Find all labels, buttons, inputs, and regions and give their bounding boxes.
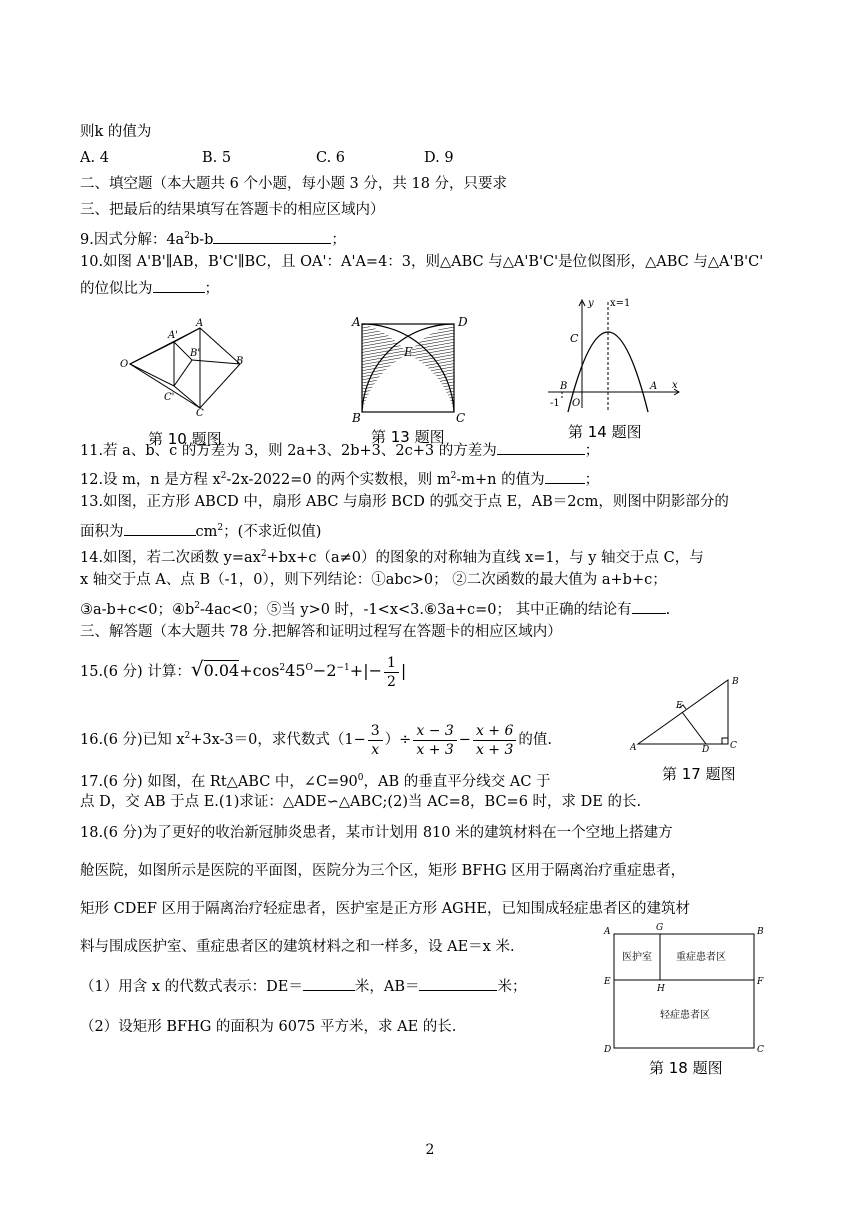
fraction-3: $\frac{x + 6}{x + 3}$: [473, 722, 516, 759]
label-b-prime: B': [190, 348, 201, 359]
label-d: D: [458, 315, 468, 329]
label-e: E: [604, 977, 611, 987]
label-d: D: [604, 1045, 612, 1055]
caption-fig18: 第 18 题图: [649, 1059, 723, 1077]
label-a: A: [604, 927, 611, 937]
label-axis: x=1: [610, 298, 631, 309]
label-c: C: [570, 332, 579, 345]
answer-blank: [632, 599, 666, 614]
question-8-options: [80, 148, 454, 168]
label-c: C: [196, 408, 204, 418]
option-d: D. 9: [424, 150, 454, 166]
answer-blank: [213, 229, 331, 244]
label-d: D: [702, 745, 710, 754]
label-e: E: [404, 345, 413, 359]
label-severe-ward: 重症患者区: [676, 952, 726, 963]
question-13: 13.如图，正方形 ABCD 中，扇形 ABC 与扇形 BCD 的弧交于点 E，AB＝2cm，则图中阴影部分的: [80, 494, 729, 510]
label-o: O: [572, 398, 581, 409]
label-c-prime: C': [164, 392, 175, 403]
label-o: O: [120, 359, 129, 370]
answer-blank: [419, 976, 497, 991]
question-14: 14.如图，若二次函数 $y=ax^2+bx+c(a\ne 0)$的图象的对称轴为直线 x=1，与 y 轴交于点 C，与: [80, 549, 704, 566]
figure-18: [600, 920, 770, 1056]
answer-blank: [303, 976, 355, 991]
option-b: B. 5: [202, 150, 232, 166]
label-medical-room: 医护室: [622, 952, 652, 963]
question-15: 15.(6 分) 计算：$√0.04+\cos^245^O-2^{-1}+|-$ $\frac{1}{2}$ |: [80, 654, 407, 690]
section-2-heading: 二、填空题（本大题共 6 个小题，每小题 3 分，共 18 分，只要求: [80, 176, 508, 192]
label-mild-ward: 轻症患者区: [660, 1010, 710, 1021]
label-c: C: [730, 741, 737, 751]
label-b: B: [757, 927, 764, 937]
answer-blank: [153, 278, 205, 293]
question-13-cont: 面积为 $cm^2$；(不求近似值): [80, 523, 322, 540]
label-a: A: [196, 318, 204, 329]
figure-10: [118, 316, 250, 418]
figure-14: [544, 296, 686, 414]
label-minus-one: -1: [550, 398, 560, 409]
question-18-part1: （1）用含 x 的代数式表示：DE＝ 米，AB＝ 米；: [80, 974, 526, 1000]
label-a: A: [630, 743, 637, 753]
label-a: A: [650, 381, 658, 392]
fraction-3-over-x: $\frac{3}{x}$: [368, 722, 383, 759]
question-18-line3: 矩形 CDEF 区用于隔离治疗轻症患者，医护室是正方形 AGHE，已知围成轻症患者区的建筑材: [80, 901, 690, 917]
figure-17: [630, 672, 746, 754]
answer-blank: [545, 469, 585, 484]
caption-fig17: 第 17 题图: [662, 765, 736, 783]
fraction-half: $\frac{1}{2}$: [384, 654, 399, 691]
label-f: F: [757, 977, 764, 987]
label-b: B: [732, 677, 739, 687]
question-18-part2: （2）设矩形 BFHG 的面积为 6075 平方米，求 AE 的长.: [80, 1019, 457, 1035]
option-a: A. 4: [80, 150, 109, 166]
label-b: B: [352, 411, 361, 425]
question-17: 17.(6 分) 如图，在 Rt△ABC 中，$\angle C=90^0$，AB 的垂直平分线交 AC 于: [80, 773, 551, 790]
question-9: 9.因式分解：$4a^2b-b$ ；: [80, 231, 346, 248]
label-b: B: [560, 381, 568, 392]
question-14-cont2: ③a-b+c<0；$④b^2-4ac<0$；⑤当 y>0 时，-1<x<3.⑥3a+c=0； 其中正确的结论有 .: [80, 601, 671, 618]
answer-blank: [497, 440, 585, 455]
label-c: C: [757, 1045, 764, 1055]
caption-fig14: 第 14 题图: [568, 423, 642, 441]
question-16: 16.(6 分)已知 $x^2+3x-3=0$，求代数式（1− $\frac{3}{x}$ ）÷ $\frac{x - 3}{x + 3}$ − $\frac{x + 6}{x + 3}$ 的值.: [80, 722, 552, 758]
label-a-prime: A': [168, 330, 178, 341]
question-10-cont: 的位似比为 ；: [80, 278, 219, 299]
label-y: y: [588, 298, 594, 309]
question-12: 12.设 m，n 是方程 $x^2-2x-2022=0$ 的两个实数根，则 $m^2-m+n$ 的值为 ；: [80, 471, 600, 488]
caption-fig10: 第 10 题图: [148, 430, 222, 448]
figure-13: [348, 312, 472, 426]
label-g: G: [656, 923, 664, 933]
question-14-cont1: x 轴交于点 A、点 B（-1，0），则下列结论：①abc>0； ②二次函数的最大值为 a+b+c；: [80, 572, 667, 588]
label-b: B: [236, 356, 244, 367]
fraction-2: $\frac{x - 3}{x + 3}$: [413, 722, 456, 759]
section-3-heading-a: 三、把最后的结果填写在答题卡的相应区域内）: [80, 202, 385, 218]
label-x: x: [672, 380, 678, 391]
label-a: A: [352, 315, 361, 329]
question-8-tail: 则k 的值为: [80, 124, 152, 140]
question-17-cont: 点 D，交 AB 于点 E.(1)求证：△ADE∽△ABC;(2)当 AC=8，BC=6 时，求 DE 的长.: [80, 794, 642, 810]
question-11: 11.若 a、b、c 的方差为 3，则 2a+3、2b+3、2c+3 的方差为 ；: [80, 440, 599, 461]
option-c: C. 6: [316, 150, 346, 166]
question-18-line4: 料与围成医护室、重症患者区的建筑材料之和一样多，设 AE＝x 米.: [80, 939, 515, 955]
question-18-line1: 18.(6 分)为了更好的收治新冠肺炎患者，某市计划用 810 米的建筑材料在一个空地上搭建方: [80, 825, 673, 841]
label-h: H: [657, 984, 665, 994]
caption-fig13: 第 13 题图: [371, 428, 445, 446]
page-number: 2: [425, 1142, 435, 1158]
label-e: E: [676, 701, 683, 711]
answer-blank: [124, 521, 196, 536]
label-c: C: [456, 411, 466, 425]
question-10: 10.如图 A'B'∥AB，B'C'∥BC，且 OA'：A'A=4：3，则△ABC 与△A'B'C'是位似图形，△ABC 与△A'B'C': [80, 254, 764, 270]
section-3-heading: 三、解答题（本大题共 78 分.把解答和证明过程写在答题卡的相应区域内）: [80, 624, 562, 640]
question-18-line2: 舱医院，如图所示是医院的平面图，医院分为三个区，矩形 BFHG 区用于隔离治疗重症患者，: [80, 863, 686, 879]
sqrt-symbol: √: [190, 657, 204, 681]
